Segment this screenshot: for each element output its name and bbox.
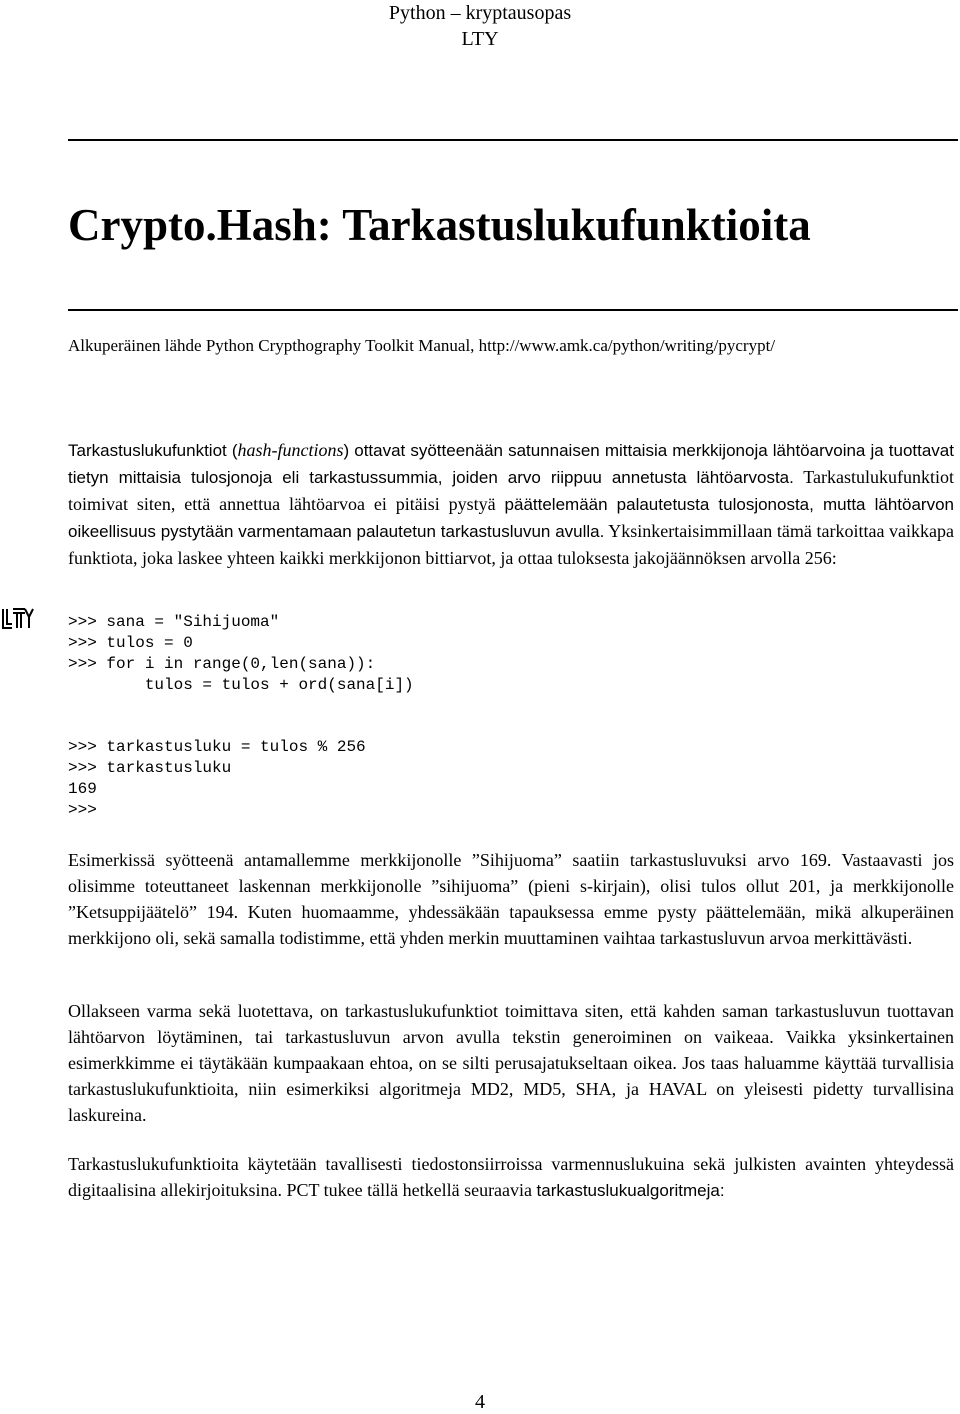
usage-paragraph — [68, 1151, 954, 1204]
code-line: >>> tulos = 0 — [68, 634, 193, 652]
intro-paragraph — [68, 437, 954, 571]
code-line: >>> tarkastusluku = tulos % 256 — [68, 738, 366, 756]
title-rule-top — [68, 139, 958, 141]
intro-text-5: Yksinkertaisimmillaan tämä tarkoittaa vaikkapa funktiota, joka laskee yhteen kaikki merkkijonon bittiarvot, ja ottaa tuloksesta jakojäännöksen arvolla 256: — [68, 521, 955, 568]
code-line: >>> for i in range(0,len(sana)): — [68, 655, 376, 673]
title-rule-bottom — [68, 309, 958, 311]
code-line: >>> — [68, 801, 97, 819]
usage-text: Tarkastuslukufunktioita käytetään tavallisesti tiedostonsiirroissa varmennuslukuina sekä julkisten avainten yhteydessä digitaalisina allekirjoituksina. PCT tukee tällä hetkellä seuraavia — [68, 1154, 954, 1200]
code-line: 169 — [68, 780, 97, 798]
code-line: tulos = tulos + ord(sana[i]) — [68, 676, 414, 694]
code-block-result — [68, 737, 366, 821]
code-line: >>> sana = "Sihijuoma" — [68, 613, 280, 631]
page-header — [0, 0, 960, 52]
code-block-summation — [68, 612, 414, 696]
intro-text-1: Tarkastuslukufunktiot ( — [68, 441, 238, 460]
lty-logo-icon — [0, 606, 36, 632]
intro-text-3: Tarkastulukufunktiot toimivat siten, että annettua lähtöarvoa ei pitäisi pystyä — [68, 467, 954, 514]
hash-functions-term: hash-functions — [237, 440, 344, 460]
page-number: 4 — [475, 1391, 485, 1413]
security-paragraph: Ollakseen varma sekä luotettava, on tarkastuslukufunktiot toimittava siten, että kahden saman tarkastusluvun tuottavan lähtöarvon löytäminen, tai tarkastusluvun arvon avulla tekstin generoiminen on vaikeaa. Vaikka yksinkertainen esimerkkimme ei täytäkään kumpaakaan ehtoa, on se silti perusajatukseltaan oikea. Jos taas haluamme käyttää turvallisia tarkastuslukufunktioita, niin esimerkiksi algoritmeja MD2, MD5, SHA, ja HAVAL on yleisesti pidetty turvallisina laskureina. — [68, 1001, 954, 1125]
header-subtitle: LTY — [461, 28, 499, 50]
code-line: >>> tarkastusluku — [68, 759, 232, 777]
intro-text-2: ) ottavat syötteenään satunnaisen mittaisia merkkijonoja lähtöarvoina ja tuottavat tietyn mittaisia tulosjonoja eli tarkastussummia, joiden arvo riippuu annetusta lähtöarvosta. — [68, 441, 954, 487]
intro-text-4: päättelemään palautetusta tulosjonosta, mutta lähtöarvon oikeellisuus pystytään varmentamaan palautetun tarkastusluvun avulla. — [68, 495, 954, 541]
source-line: Alkuperäinen lähde Python Crypthography Toolkit Manual, http://www.amk.ca/python/writing/pycrypt/ — [68, 336, 776, 355]
page-title: Crypto.Hash: Tarkastuslukufunktioita — [68, 200, 811, 250]
example-explanation-paragraph: Esimerkissä syötteenä antamallemme merkkijonolle ”Sihijuoma” saatiin tarkastusluvuksi arvo 169. Vastaavasti jos olisimme toteuttaneet laskennan merkkijonolle ”sihijuoma” (pieni s-kirjain), olisi tulos ollut 201, ja merkkijonolle ”Ketsuppijäätelö” 194. Kuten huomaamme, yhdessäkään tapauksessa emme pysty päättelemään, mikä alkuperäinen merkkijono oli, sekä samalla todistimme, että yhden merkin muuttaminen vaihtaa tarkastusluvun arvoa merkittävästi. — [68, 850, 954, 948]
usage-text-end: tarkastuslukualgoritmeja: — [536, 1181, 725, 1200]
header-title: Python – kryptausopas — [388, 2, 572, 24]
